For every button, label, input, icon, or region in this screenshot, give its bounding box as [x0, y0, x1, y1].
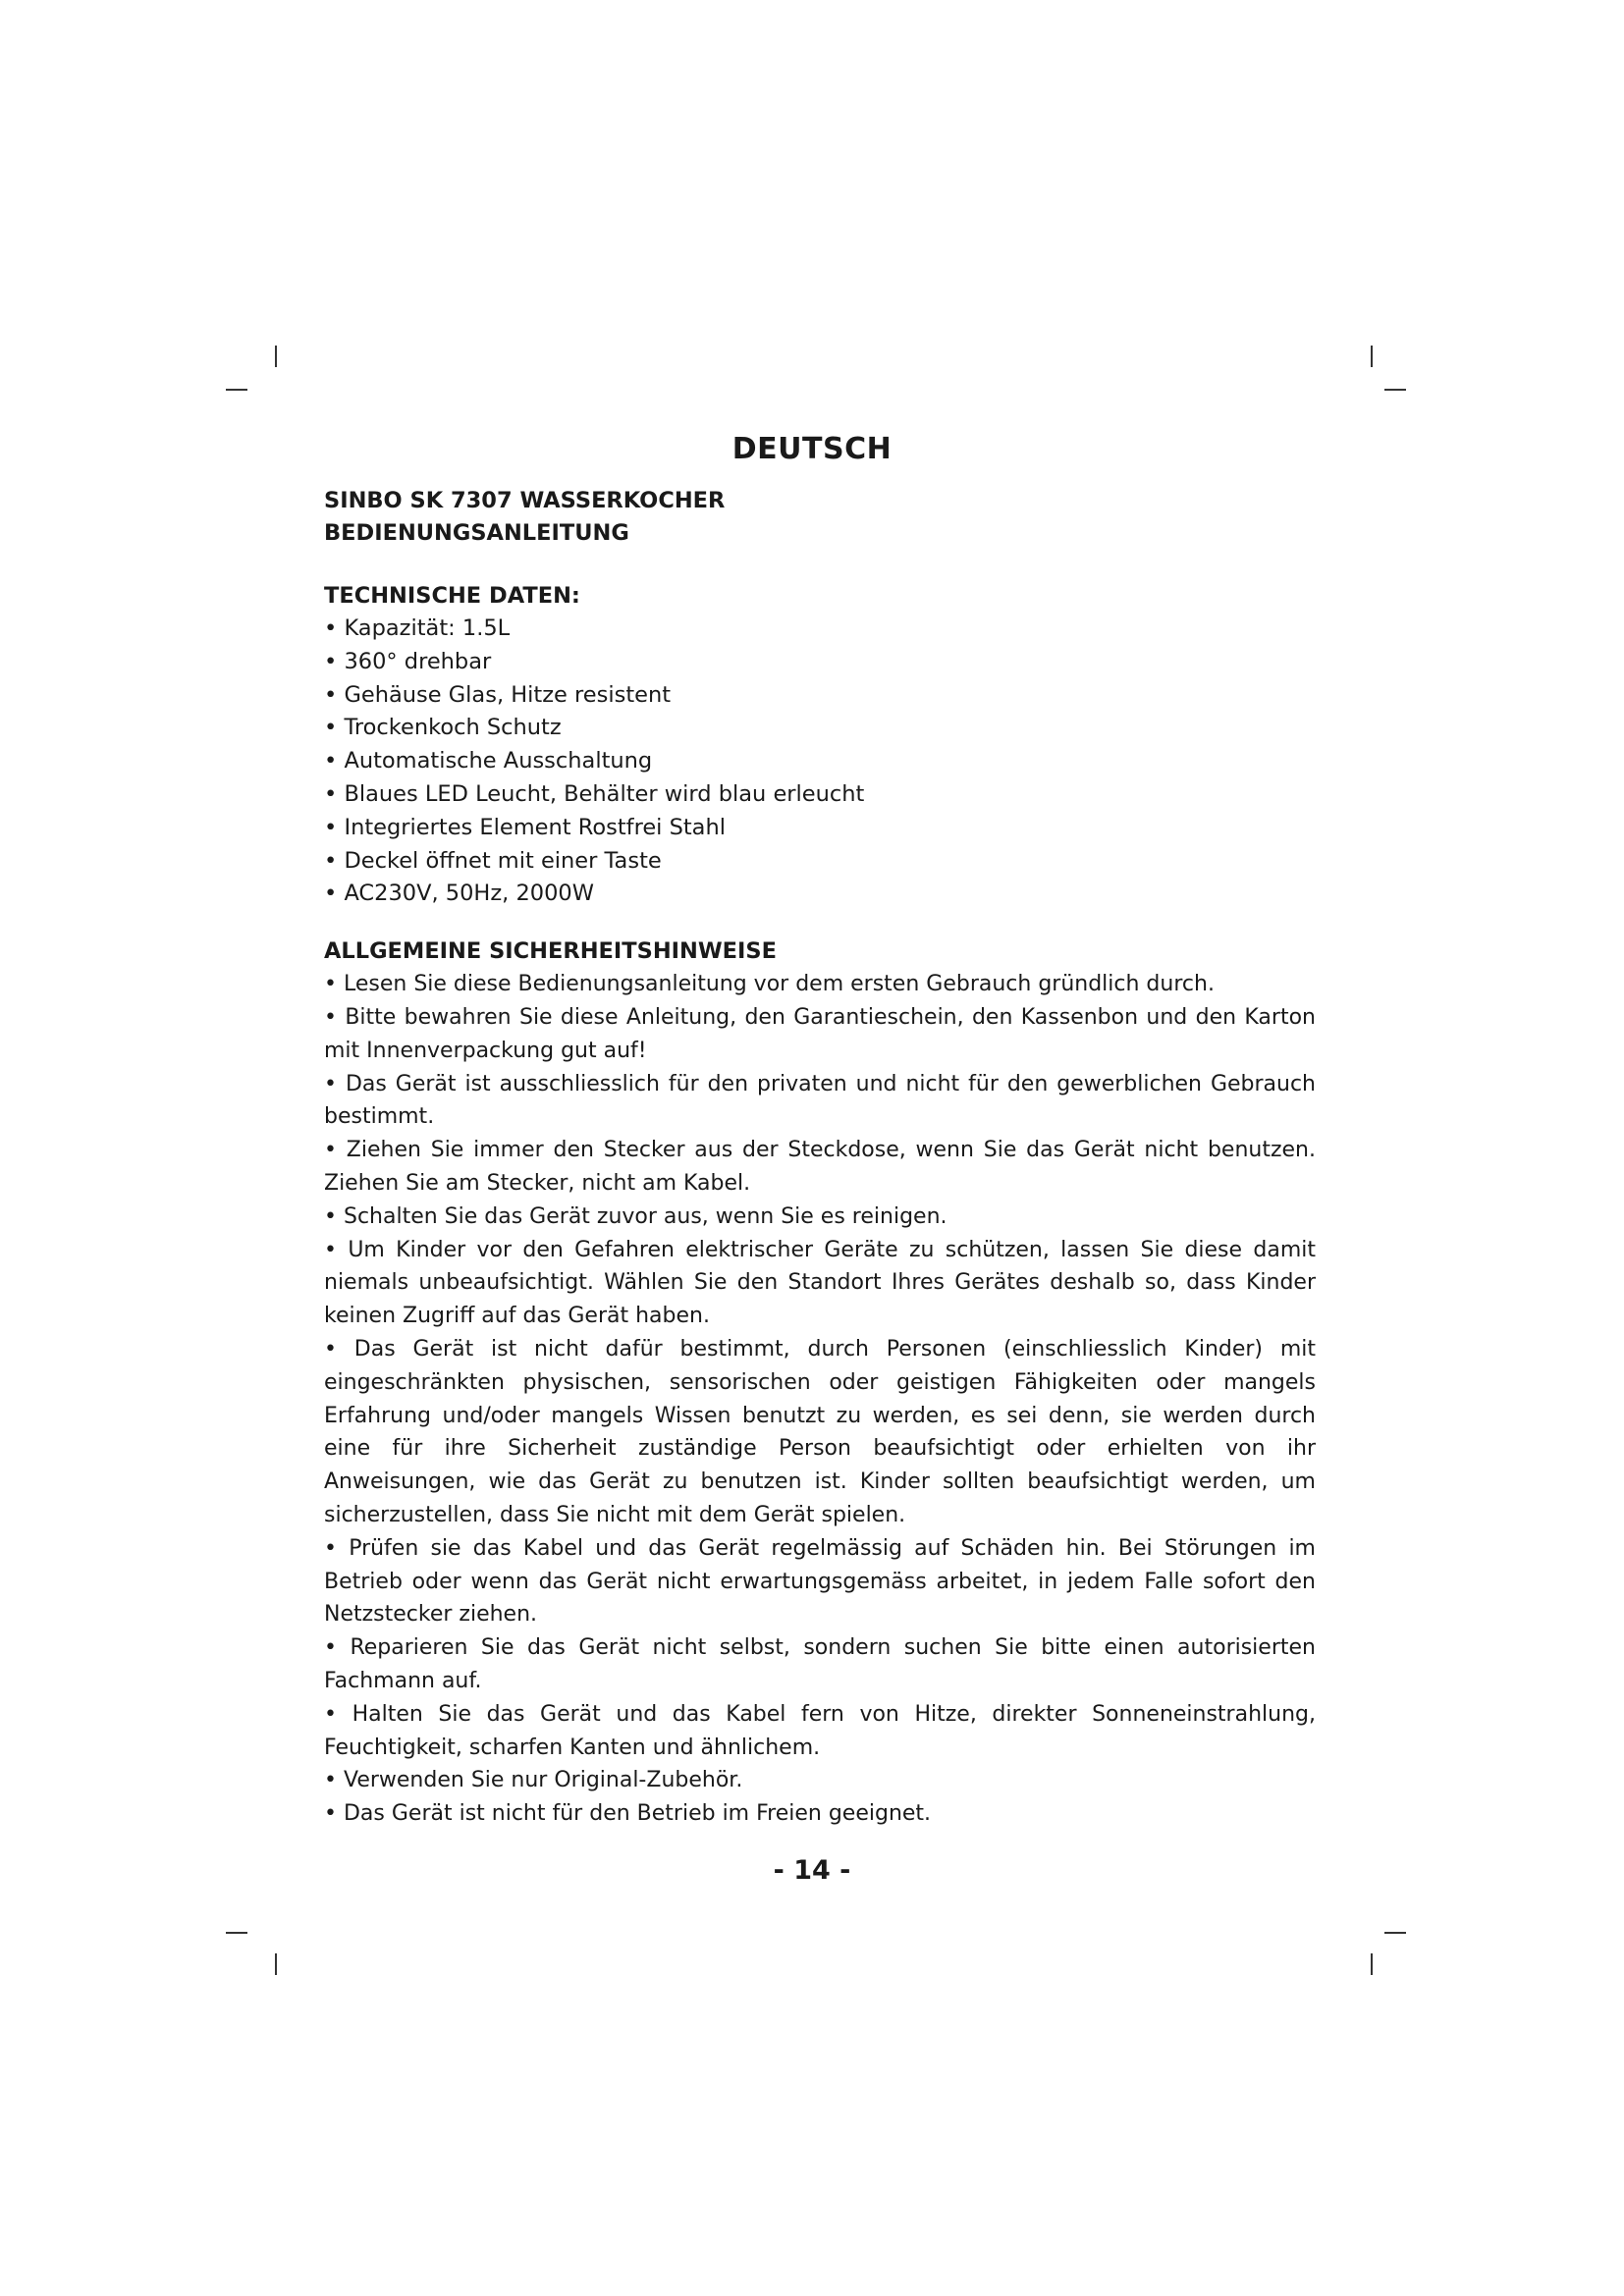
list-item: • Lesen Sie diese Bedienungsanleitung vor dem ersten Gebrauch gründlich durch. [324, 968, 1316, 1001]
list-item: • 360° drehbar [324, 646, 1316, 679]
document-title-line: SINBO SK 7307 WASSERKOCHER [324, 488, 726, 513]
list-item: • Blaues LED Leucht, Behälter wird blau erleucht [324, 778, 1316, 812]
safety-list [324, 968, 1316, 1831]
list-item: • Trockenkoch Schutz [324, 712, 1316, 745]
list-item: • Das Gerät ist nicht dafür bestimmt, durch Personen (einschliesslich Kinder) mit eingeschränkten physischen, sensorischen oder geistigen Fähigkeiten oder mangels Erfahrung und/oder mangels Wissen benutzt zu werden, es sei denn, sie werden durch eine für ihre Sicherheit zuständige Person beaufsichtigt oder erhielten von ihr Anweisungen, wie das Gerät zu benutzen ist. Kinder sollten beaufsichtigt werden, um sicherzustellen, dass Sie nicht mit dem Gerät spielen. [324, 1333, 1316, 1532]
list-item: • Um Kinder vor den Gefahren elektrischer Geräte zu schützen, lassen Sie diese damit niemals unbeaufsichtigt. Wählen Sie den Standort Ihres Gerätes deshalb so, dass Kinder keinen Zugriff auf das Gerät haben. [324, 1234, 1316, 1333]
list-item: • AC230V, 50Hz, 2000W [324, 878, 1316, 911]
list-item: • Gehäuse Glas, Hitze resistent [324, 679, 1316, 713]
technical-data-section [324, 579, 1316, 911]
crop-mark-top-left-vertical [275, 346, 277, 367]
list-item: • Deckel öffnet mit einer Taste [324, 845, 1316, 879]
list-item: • Integriertes Element Rostfrei Stahl [324, 812, 1316, 845]
crop-mark-top-right-horizontal [1384, 389, 1406, 391]
list-item: • Das Gerät ist nicht für den Betrieb im Freien geeignet. [324, 1797, 1316, 1831]
language-heading: DEUTSCH [731, 432, 893, 466]
safety-heading: ALLGEMEINE SICHERHEITSHINWEISE [324, 938, 777, 965]
technical-data-heading: TECHNISCHE DATEN: [324, 583, 580, 609]
crop-mark-bottom-right-horizontal [1384, 1932, 1406, 1934]
crop-mark-bottom-left-vertical [275, 1953, 277, 1975]
crop-mark-bottom-right-vertical [1371, 1953, 1373, 1975]
list-item: • Prüfen sie das Kabel und das Gerät regelmässig auf Schäden hin. Bei Störungen im Betrieb oder wenn das Gerät nicht erwartungsgemäss arbeitet, in jedem Falle sofort den Netzstecker ziehen. [324, 1532, 1316, 1631]
list-item: • Verwenden Sie nur Original-Zubehör. [324, 1764, 1316, 1797]
page-number: - 14 - [773, 1855, 851, 1886]
list-item: • Ziehen Sie immer den Stecker aus der Steckdose, wenn Sie das Gerät nicht benutzen. Ziehen Sie am Stecker, nicht am Kabel. [324, 1134, 1316, 1201]
safety-section [324, 934, 1316, 1831]
crop-mark-top-right-vertical [1371, 346, 1373, 367]
list-item: • Bitte bewahren Sie diese Anleitung, den Garantieschein, den Kassenbon und den Karton mit Innenverpackung gut auf! [324, 1001, 1316, 1068]
technical-data-list [324, 613, 1316, 911]
list-item: • Halten Sie das Gerät und das Kabel fern von Hitze, direkter Sonneneinstrahlung, Feuchtigkeit, scharfen Kanten und ähnlichem. [324, 1698, 1316, 1765]
list-item: • Schalten Sie das Gerät zuvor aus, wenn Sie es reinigen. [324, 1201, 1316, 1234]
document-title-line: BEDIENUNGSANLEITUNG [324, 520, 629, 546]
manual-content [324, 485, 1316, 1831]
crop-mark-bottom-left-horizontal [226, 1932, 247, 1934]
list-item: • Automatische Ausschaltung [324, 745, 1316, 778]
list-item: • Das Gerät ist ausschliesslich für den privaten und nicht für den gewerblichen Gebrauch bestimmt. [324, 1068, 1316, 1135]
crop-mark-top-left-horizontal [226, 389, 247, 391]
list-item: • Reparieren Sie das Gerät nicht selbst, sondern suchen Sie bitte einen autorisierten Fachmann auf. [324, 1631, 1316, 1698]
list-item: • Kapazität: 1.5L [324, 613, 1316, 646]
document-title [324, 485, 1316, 550]
